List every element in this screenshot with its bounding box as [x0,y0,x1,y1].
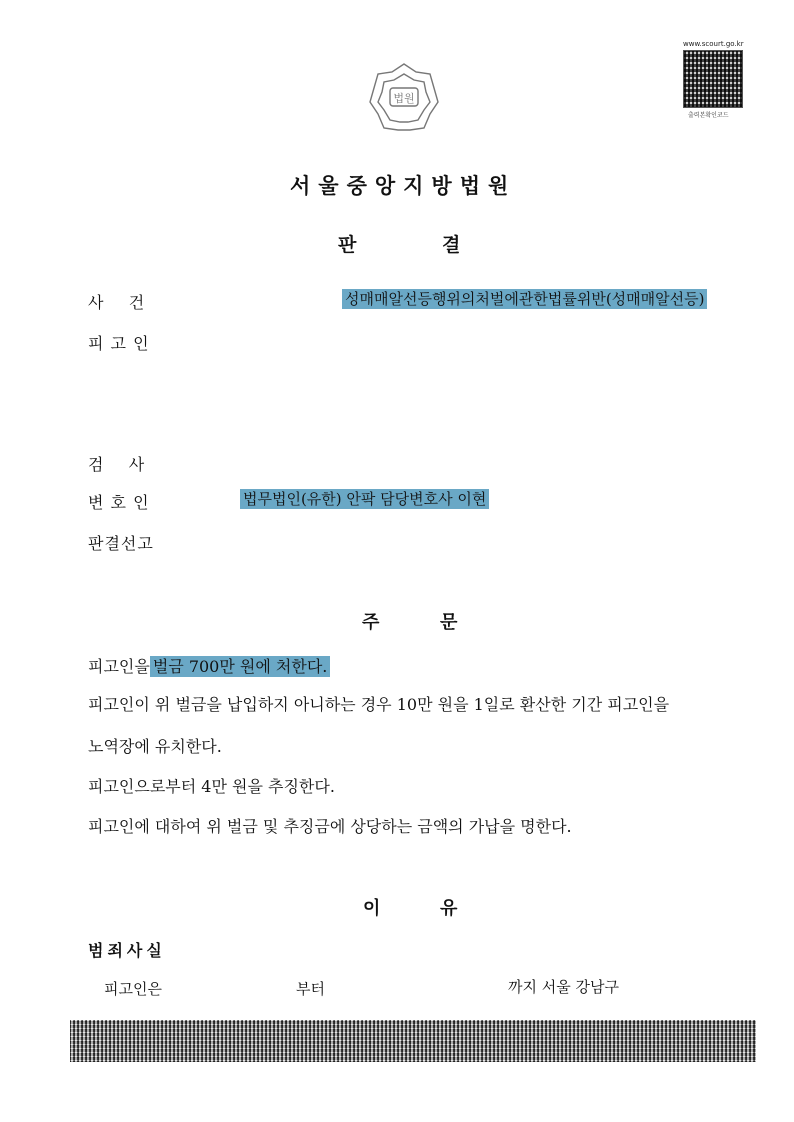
doc-title-1: 판 [338,234,357,256]
reasons-fragment-3: 까지 서울 강남구 [508,978,619,996]
defendant-label-text: 피 고 인 [88,334,150,353]
order-line-1-highlight: 벌금 700만 원에 처한다. [150,656,331,677]
order-line-4: 피고인으로부터 4만 원을 추징한다. [88,777,335,796]
case-label [88,290,145,313]
prosecutor-label-text: 검 사 [88,455,146,474]
case-value [342,288,707,309]
qr-caption: 출력본확인코드 [688,112,729,119]
court-emblem-icon [366,60,442,136]
reasons-heading-2: 유 [440,898,458,919]
case-label-text: 사 건 [88,293,146,312]
sentencing-label-text: 판결선고 [88,534,154,553]
order-line-5: 피고인에 대하여 위 벌금 및 추징금에 상당하는 금액의 가납을 명한다. [88,817,572,836]
order-heading-1: 주 [362,612,380,633]
order-line-1-prefix: 피고인을 [88,657,150,676]
sentencing-label [88,531,154,554]
case-value-highlight: 성매매알선등행위의처벌에관한법률위반(성매매알선등) [342,289,707,309]
qr-code-icon [683,50,743,108]
emblem-text: 법원 [393,92,415,105]
order-heading-2: 문 [440,612,458,633]
doc-title-2: 결 [442,234,461,256]
reasons-heading-1: 이 [363,898,381,919]
reasons-fragment-1: 피고인은 [104,980,162,998]
prosecutor-label [88,452,145,475]
redaction-noise-block [70,1020,756,1062]
order-line-1 [88,654,330,677]
counsel-value-highlight: 법무법인(유한) 안팍 담당변호사 이현 [240,489,489,509]
counsel-label [88,490,150,513]
order-line-3: 노역장에 유치한다. [88,737,222,756]
counsel-value [240,488,489,509]
defendant-label [88,331,150,354]
court-name: 서울중앙지방법원 [290,173,517,198]
reasons-fragment-2: 부터 [296,980,325,998]
qr-url: www.scourt.go.kr [683,40,744,48]
order-line-2: 피고인이 위 벌금을 납입하지 아니하는 경우 10만 원을 1일로 환산한 기간 피고인을 [88,695,670,714]
counsel-label-text: 변 호 인 [88,493,150,512]
crime-facts-label: 범죄사실 [88,941,166,960]
